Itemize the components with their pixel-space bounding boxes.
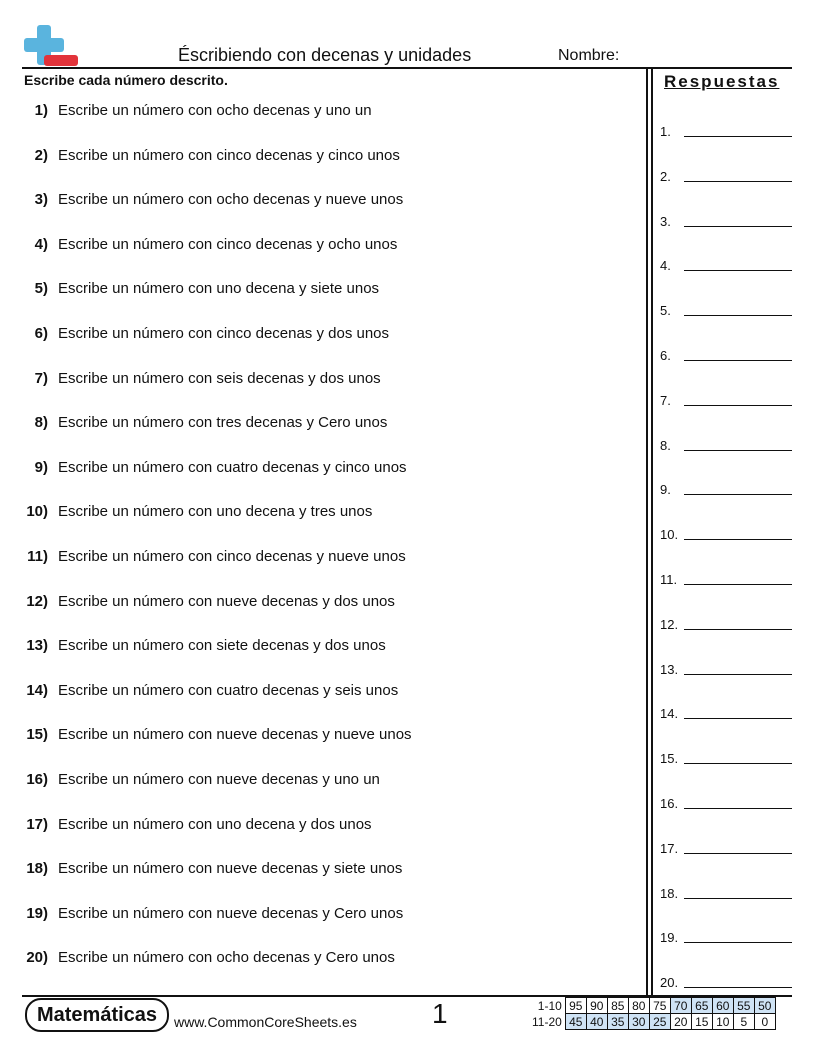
score-row-label: 11-20 — [532, 1014, 562, 1029]
question-text: Escribe un número con ocho decenas y Cero unos — [58, 949, 395, 967]
question-number: 4) — [34, 235, 48, 253]
answer-label: 4. — [660, 258, 671, 274]
question-number: 17) — [26, 815, 48, 833]
score-cell: 75 — [649, 998, 670, 1014]
site-url: www.CommonCoreSheets.es — [174, 1014, 357, 1030]
answer-blank[interactable] — [684, 450, 792, 451]
score-cell: 30 — [628, 1014, 649, 1030]
score-cell: 80 — [628, 998, 649, 1014]
question-number: 9) — [34, 458, 48, 476]
question-number: 16) — [26, 771, 48, 788]
question-number: 20) — [26, 949, 48, 967]
answer-blank[interactable] — [684, 494, 792, 495]
question-number: 3) — [34, 191, 48, 209]
question-text: Escribe un número con ocho decenas y uno un — [58, 102, 372, 119]
question-text: Escribe un número con uno decena y siete unos — [58, 280, 380, 298]
score-cell: 35 — [607, 1014, 628, 1030]
question-number: 6) — [34, 325, 48, 342]
question-text: Escribe un número con nueve decenas y siete unos — [58, 860, 403, 878]
answer-blank[interactable] — [684, 315, 792, 316]
question-text: Escribe un número con tres decenas y Cero unos — [58, 414, 388, 432]
question-number: 15) — [26, 726, 48, 744]
score-cell: 85 — [607, 998, 628, 1014]
instructions: Escribe cada número descrito. — [24, 72, 228, 88]
answers-heading: Respuestas — [664, 72, 780, 91]
answer-blank[interactable] — [684, 853, 792, 854]
score-row — [530, 998, 775, 1014]
worksheet-title: Éscribiendo con decenas y unidades — [178, 45, 472, 65]
score-cell: 0 — [754, 1014, 775, 1030]
answer-label: 12. — [660, 616, 679, 632]
score-table — [530, 997, 776, 1030]
name-label: Nombre: — [558, 47, 620, 64]
answer-label: 10. — [660, 527, 679, 543]
answer-column-divider-inner — [651, 67, 653, 996]
answer-label: 7. — [660, 392, 671, 408]
score-cell: 5 — [733, 1014, 754, 1030]
question-text: Escribe un número con cinco decenas y nueve unos — [58, 548, 406, 565]
answer-label: 19. — [660, 930, 679, 946]
answer-label: 3. — [660, 213, 671, 229]
question-number: 14) — [26, 681, 48, 699]
answer-blank[interactable] — [684, 629, 792, 630]
answer-blank[interactable] — [684, 539, 792, 540]
answer-label: 18. — [660, 885, 679, 901]
score-cell: 90 — [586, 998, 607, 1014]
question-text: Escribe un número con seis decenas y dos unos — [58, 369, 381, 387]
score-row-label: 1-10 — [537, 998, 562, 1013]
question-number: 8) — [34, 414, 48, 432]
score-cell: 15 — [691, 1014, 712, 1030]
question-number: 11) — [27, 548, 48, 565]
question-text: Escribe un número con nueve decenas y nueve unos — [58, 726, 412, 744]
score-cell: 50 — [754, 998, 775, 1014]
answer-blank[interactable] — [684, 181, 792, 182]
answer-label: 14. — [660, 706, 679, 722]
answer-blank[interactable] — [684, 584, 792, 585]
answer-label: 17. — [660, 840, 679, 856]
score-cell: 25 — [649, 1014, 670, 1030]
answer-blank[interactable] — [684, 270, 792, 271]
question-number: 1) — [34, 102, 48, 119]
score-cell: 70 — [670, 998, 691, 1014]
question-number: 5) — [34, 280, 48, 298]
answer-blank[interactable] — [684, 987, 792, 988]
brand-badge: Matemáticas — [25, 998, 169, 1032]
score-cell: 45 — [565, 1014, 586, 1030]
answer-label: 11. — [660, 572, 678, 587]
score-cell: 65 — [691, 998, 712, 1014]
answer-blank[interactable] — [684, 360, 792, 361]
answer-label: 6. — [660, 348, 671, 363]
question-number: 13) — [26, 637, 48, 655]
top-divider — [22, 67, 792, 69]
answer-blank[interactable] — [684, 808, 792, 809]
answer-label: 15. — [660, 751, 679, 767]
question-text: Escribe un número con cinco decenas y cinco unos — [58, 146, 400, 164]
question-text: Escribe un número con cinco decenas y ocho unos — [58, 235, 398, 253]
question-text: Escribe un número con uno decena y dos unos — [58, 815, 372, 833]
answer-blank[interactable] — [684, 942, 792, 943]
answer-blank[interactable] — [684, 405, 792, 406]
question-text: Escribe un número con cuatro decenas y cinco unos — [58, 458, 407, 476]
answer-label: 13. — [660, 661, 679, 677]
question-text: Escribe un número con ocho decenas y nueve unos — [58, 191, 404, 209]
score-cell: 60 — [712, 998, 733, 1014]
answer-label: 16. — [660, 796, 679, 811]
answer-label: 2. — [660, 168, 671, 184]
score-cell: 55 — [733, 998, 754, 1014]
score-cell: 10 — [712, 1014, 733, 1030]
logo-minus-icon — [44, 55, 78, 66]
question-number: 19) — [26, 904, 48, 922]
question-number: 12) — [26, 592, 48, 610]
question-number: 10) — [26, 503, 48, 521]
score-cell: 95 — [565, 998, 586, 1014]
answer-label: 1. — [660, 124, 671, 139]
question-text: Escribe un número con nueve decenas y uno un — [58, 771, 380, 788]
answer-label: 20. — [660, 975, 679, 991]
page-number: 1 — [432, 998, 448, 1029]
answer-blank[interactable] — [684, 136, 792, 137]
answer-label: 8. — [660, 437, 671, 453]
answer-blank[interactable] — [684, 674, 792, 675]
question-text: Escribe un número con cuatro decenas y seis unos — [58, 681, 399, 699]
question-text: Escribe un número con siete decenas y dos unos — [58, 637, 386, 655]
logo-plus-icon-bar — [24, 38, 64, 52]
answer-blank[interactable] — [684, 718, 792, 719]
question-number: 7) — [34, 369, 48, 387]
question-text: Escribe un número con nueve decenas y Cero unos — [58, 904, 404, 922]
question-text: Escribe un número con cinco decenas y dos unos — [58, 325, 390, 342]
answer-blank[interactable] — [684, 226, 792, 227]
answer-label: 5. — [660, 303, 671, 319]
question-number: 2) — [34, 146, 48, 164]
answer-column-divider — [646, 67, 648, 996]
score-row — [530, 1014, 775, 1030]
answer-blank[interactable] — [684, 898, 792, 899]
answer-label: 9. — [660, 482, 671, 498]
score-cell: 40 — [586, 1014, 607, 1030]
score-cell: 20 — [670, 1014, 691, 1030]
question-text: Escribe un número con nueve decenas y dos unos — [58, 592, 395, 610]
question-text: Escribe un número con uno decena y tres unos — [58, 503, 373, 521]
question-number: 18) — [26, 860, 48, 878]
answer-blank[interactable] — [684, 763, 792, 764]
